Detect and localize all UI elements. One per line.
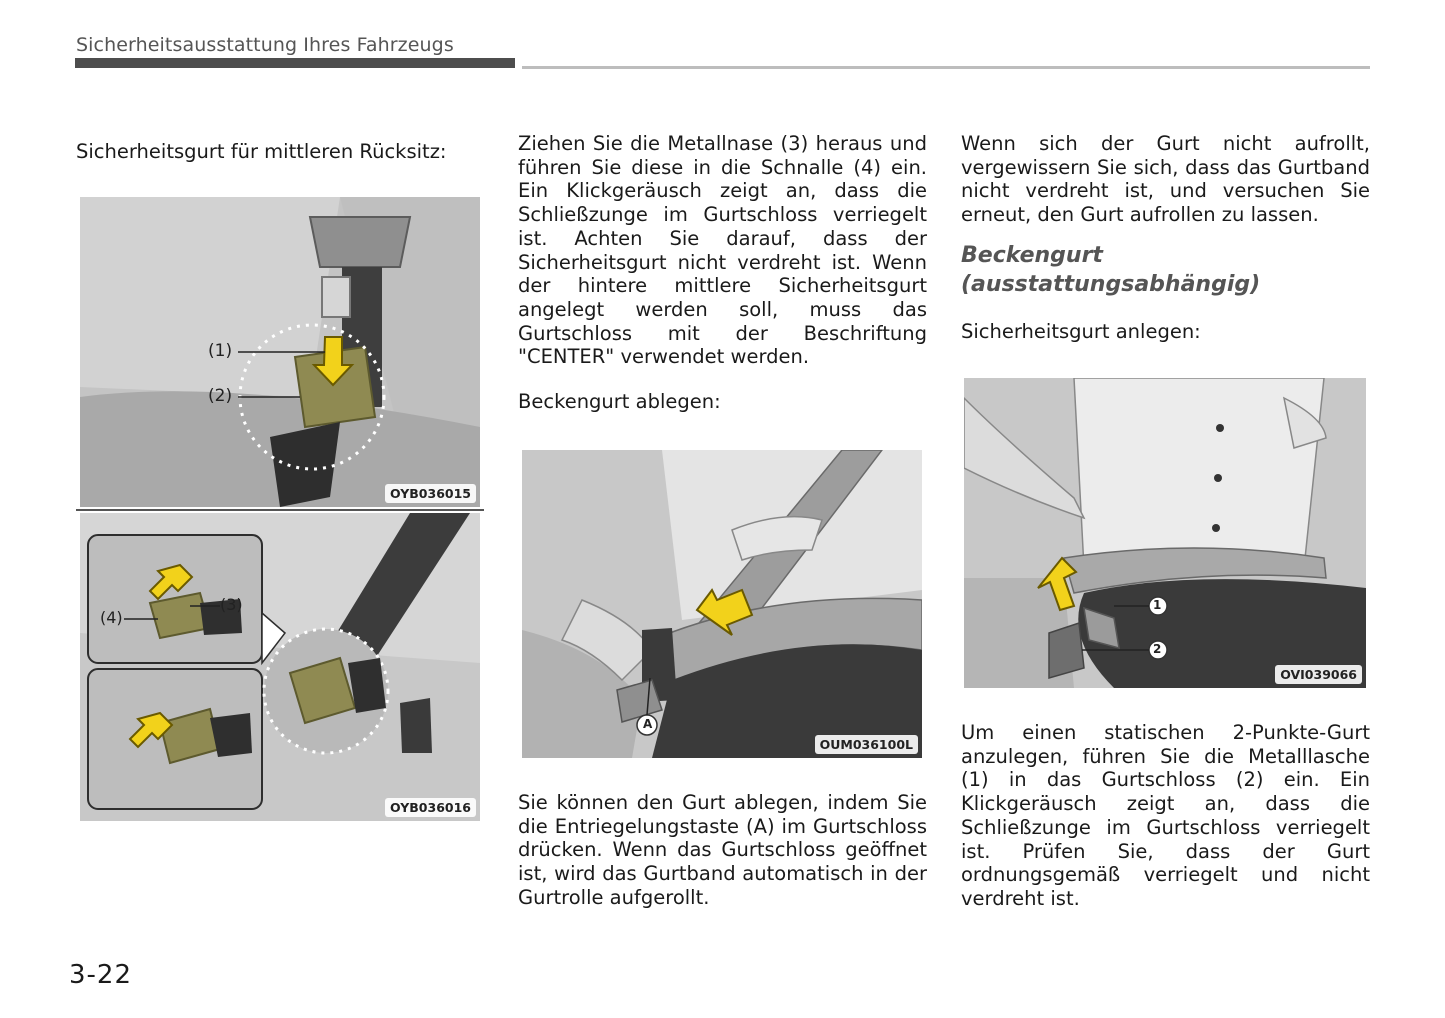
- release-belt-illustration: [522, 450, 922, 758]
- paragraph-insert-metal-tab: Ziehen Sie die Metallnase (3) heraus und führen Sie diese in die Schnalle (4) ein. Ein Klickgeräusch zeigt an, dass die Schließzunge im Gurtschloss verriegelt ist. Achten Sie darauf, dass der Sicherheitsgurt nicht verdreht ist. Wenn der hintere mittlere Sicherheitsgurt angelegt werden soll, muss das Gurtschloss mit der Beschriftung "CENTER" verwendet werden.: [518, 132, 927, 369]
- callout-2: (2): [208, 386, 233, 406]
- figure-release-button: [522, 450, 922, 758]
- figure-code: OUM036100L: [815, 735, 918, 754]
- callout-3: (3): [220, 595, 243, 614]
- fasten-belt-illustration: [964, 378, 1366, 688]
- figure-center-belt-buckle: [80, 197, 480, 507]
- heading-lap-belt: Beckengurt: [961, 243, 1103, 268]
- caption-center-rear-seatbelt: Sicherheitsgurt für mittleren Rücksitz:: [76, 140, 447, 163]
- figure-code: OYB036015: [385, 484, 476, 503]
- caption-fasten-seatbelt: Sicherheitsgurt anlegen:: [961, 320, 1201, 343]
- paragraph-belt-not-retracting: Wenn sich der Gurt nicht aufrollt, vergewissern Sie sich, dass das Gurtband nicht verdreht ist, und versuchen Sie erneut, den Gurt aufrollen zu lassen.: [961, 132, 1370, 227]
- figure-code: OVI039066: [1275, 665, 1362, 684]
- heading-optional-equipment: (ausstattungsabhängig): [961, 272, 1261, 297]
- center-belt-illustration: [80, 197, 480, 507]
- callout-a: A: [643, 717, 653, 731]
- figure-metal-tab-insert: [80, 513, 480, 821]
- figure-fasten-lap-belt: [964, 378, 1366, 688]
- callout-4: (4): [100, 608, 123, 627]
- header-rule-light: [522, 66, 1370, 69]
- page-number: 3-22: [69, 960, 133, 990]
- metal-tab-illustration: [80, 513, 480, 821]
- paragraph-release-belt: Sie können den Gurt ablegen, indem Sie die Entriegelungstaste (A) im Gurtschloss drücken. Wenn das Gurtschloss geöffnet ist, wird das Gurtband automatisch in der Gurtrolle aufgerollt.: [518, 791, 927, 909]
- caption-unfasten-lap-belt: Beckengurt ablegen:: [518, 390, 721, 413]
- callout-1: (1): [208, 341, 233, 361]
- callout-2: 2: [1153, 642, 1162, 656]
- figure-code: OYB036016: [385, 798, 476, 817]
- callout-1: 1: [1153, 598, 1162, 612]
- header-rule-dark: [75, 58, 515, 68]
- section-header-title: Sicherheitsausstattung Ihres Fahrzeugs: [76, 34, 454, 56]
- figure-divider: [76, 509, 484, 511]
- paragraph-fasten-2-point-belt: Um einen statischen 2-Punkte-Gurt anzulegen, führen Sie die Metalllasche (1) in das Gurtschloss (2) ein. Ein Klickgeräusch zeigt an, dass die Schließzunge im Gurtschloss verriegelt ist. Prüfen Sie, dass der Gurt ordnungsgemäß verriegelt und nicht verdreht ist.: [961, 721, 1370, 910]
